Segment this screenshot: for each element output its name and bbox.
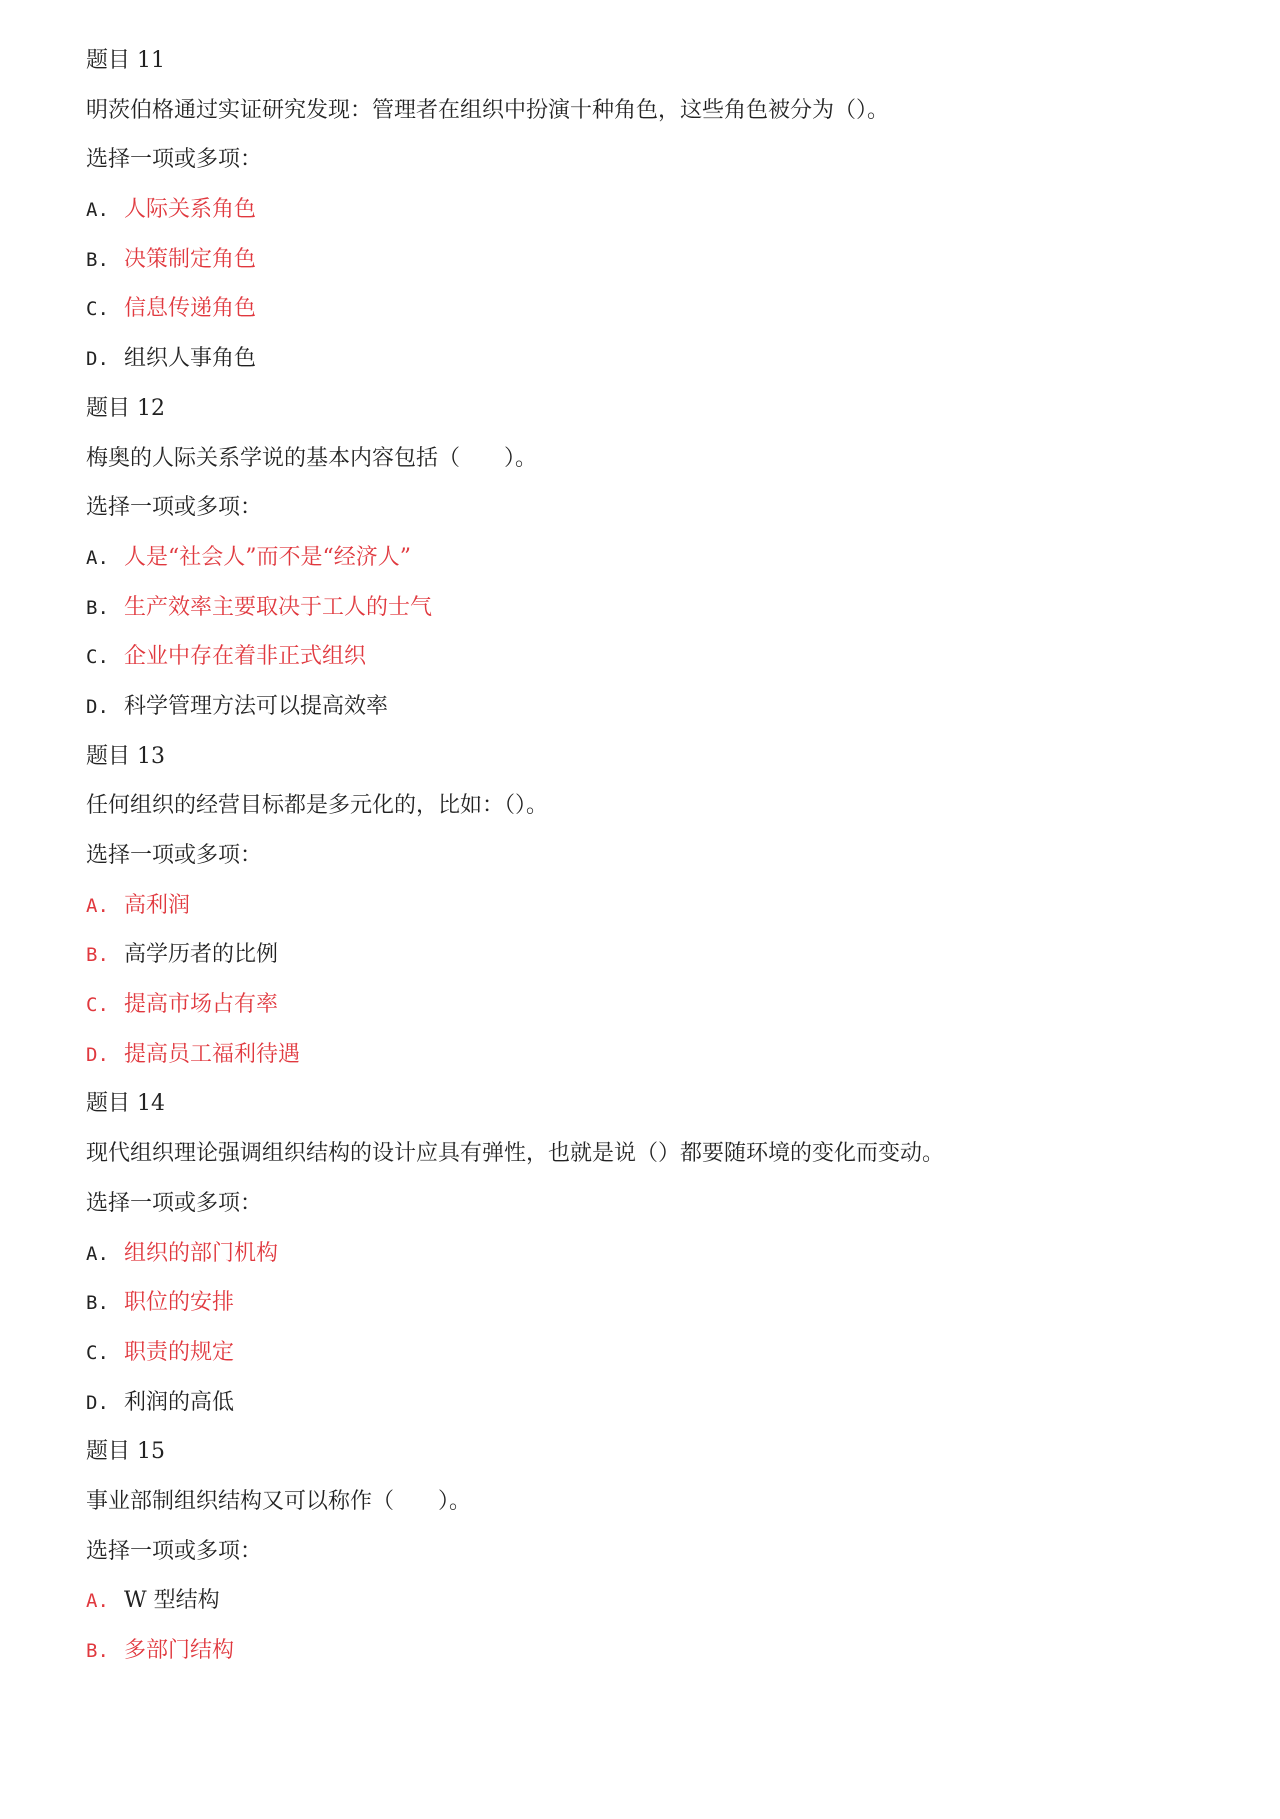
option-text: 组织的部门机构 — [124, 1240, 279, 1266]
option-text: 高利润 — [124, 892, 191, 918]
option-row — [86, 1278, 1236, 1328]
option-row — [86, 1328, 1236, 1378]
option-row — [86, 881, 1236, 931]
question-stem: 梅奥的人际关系学说的基本内容包括（ ）。 — [86, 445, 538, 471]
question-title: 题目 12 — [86, 395, 165, 421]
option-letter: B. — [86, 596, 109, 619]
select-prompt: 选择一项或多项： — [86, 1538, 263, 1564]
option-text: 职责的规定 — [124, 1339, 235, 1365]
option-letter: A. — [86, 1590, 109, 1613]
option-letter: C. — [86, 298, 109, 321]
option-text: 科学管理方法可以提高效率 — [124, 693, 389, 719]
option-letter: B. — [86, 944, 109, 967]
question-block — [86, 1079, 1236, 1427]
option-text: 组织人事角色 — [124, 346, 257, 372]
option-row — [86, 1378, 1236, 1428]
question-block — [86, 36, 1236, 384]
option-letter: B. — [86, 248, 109, 271]
option-row — [86, 235, 1236, 285]
option-row — [86, 284, 1236, 334]
option-row — [86, 632, 1236, 682]
option-text: 利润的高低 — [124, 1389, 235, 1415]
select-prompt: 选择一项或多项： — [86, 495, 263, 521]
option-text: 高学历者的比例 — [124, 942, 279, 968]
question-stem: 任何组织的经营目标都是多元化的，比如：（）。 — [86, 793, 549, 819]
option-text: 职位的安排 — [124, 1290, 235, 1316]
select-prompt: 选择一项或多项： — [86, 147, 263, 173]
question-stem: 明茨伯格通过实证研究发现：管理者在组织中扮演十种角色，这些角色被分为（）。 — [86, 97, 890, 123]
option-letter: B. — [86, 1292, 109, 1315]
document-page — [86, 36, 1236, 1676]
option-row — [86, 682, 1236, 732]
option-letter: A. — [86, 199, 109, 222]
option-text: 多部门结构 — [124, 1638, 235, 1663]
option-text: 人是“社会人”而不是“经济人” — [124, 544, 411, 570]
question-block — [86, 1427, 1236, 1675]
question-title: 题目 13 — [86, 743, 165, 769]
question-title: 题目 15 — [86, 1439, 165, 1465]
option-text: W 型结构 — [124, 1588, 220, 1614]
option-letter: C. — [86, 1341, 109, 1364]
option-text: 生产效率主要取决于工人的士气 — [124, 594, 433, 620]
option-letter: B. — [86, 1640, 109, 1662]
option-letter: A. — [86, 894, 109, 917]
option-letter: C. — [86, 646, 109, 669]
option-letter: A. — [86, 1242, 109, 1265]
option-row — [86, 1229, 1236, 1279]
question-title: 题目 14 — [86, 1091, 165, 1117]
option-text: 提高员工福利待遇 — [124, 1041, 301, 1067]
option-row — [86, 980, 1236, 1030]
option-row — [86, 334, 1236, 384]
option-text: 提高市场占有率 — [124, 992, 279, 1018]
option-letter: D. — [86, 695, 109, 718]
option-letter: D. — [86, 348, 109, 371]
question-block — [86, 384, 1236, 732]
option-text: 信息传递角色 — [124, 296, 257, 322]
option-letter: D. — [86, 1391, 109, 1414]
question-block — [86, 732, 1236, 1080]
question-stem: 事业部制组织结构又可以称作（ ）。 — [86, 1488, 472, 1514]
option-row — [86, 185, 1236, 235]
select-prompt: 选择一项或多项： — [86, 843, 263, 868]
select-prompt: 选择一项或多项： — [86, 1190, 263, 1216]
option-row — [86, 1030, 1236, 1080]
option-row — [86, 930, 1236, 980]
option-letter: D. — [86, 1043, 109, 1066]
question-stem: 现代组织理论强调组织结构的设计应具有弹性，也就是说（）都要随环境的变化而变动。 — [86, 1141, 945, 1167]
option-row — [86, 583, 1236, 633]
option-row — [86, 1576, 1236, 1626]
option-text: 企业中存在着非正式组织 — [124, 644, 367, 670]
option-row — [86, 1626, 1236, 1676]
option-letter: C. — [86, 994, 109, 1017]
option-row — [86, 533, 1236, 583]
option-letter: A. — [86, 546, 109, 569]
option-text: 决策制定角色 — [124, 246, 257, 272]
option-text: 人际关系角色 — [124, 197, 257, 223]
question-title: 题目 11 — [86, 48, 165, 73]
